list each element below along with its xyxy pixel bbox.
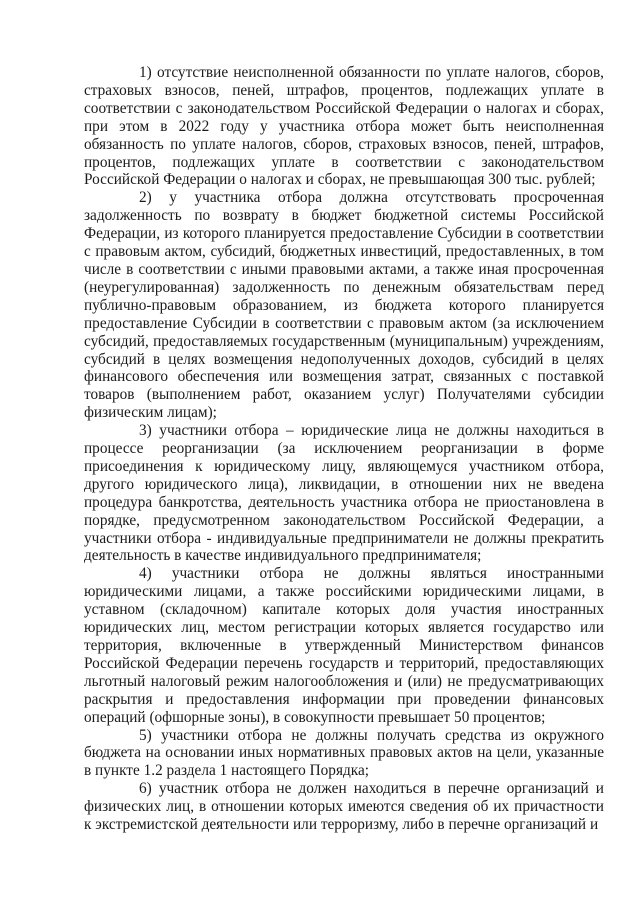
paragraph-item-5: 5) участники отбора не должны получать средства из окружного бюджета на основании иных нормативных правовых актов на цели, указанные в пункте 1.2 раздела 1 настоящего Порядка; — [84, 726, 604, 780]
paragraph-item-1: 1) отсутствие неисполненной обязанности по уплате налогов, сборов, страховых взносов, пеней, штрафов, процентов, подлежащих уплате в соответствии с законодательством Российской Федерации о налогах и сборах, при этом в 2022 году у участника отбора может быть неисполненная обязанность по уплате налогов, сборов, страховых взносов, пеней, штрафов, процентов, подлежащих уплате в соответствии с законодательством Российской Федерации о налогах и сборах, не превышающая 300 тыс. рублей; — [84, 64, 604, 189]
paragraph-item-4: 4) участники отбора не должны являться иностранными юридическими лицами, а также российскими юридическими лицами, в уставном (складочном) капитале которых доля участия иностранных юридических лиц, местом регистрации которых является государство или территория, включенные в утвержденный Министерством финансов Российской Федерации перечень государств и территорий, предоставляющих льготный налоговый режим налогообложения и (или) не предусматривающих раскрытия и предоставления информации при проведении финансовых операций (офшорные зоны), в совокупности превышает 50 процентов; — [84, 565, 604, 726]
document-body — [84, 64, 604, 834]
paragraph-item-6: 6) участник отбора не должен находиться в перечне организаций и физических лиц, в отношении которых имеются сведения об их причастности к экстремистской деятельности или терроризму, либо в перечне организаций и — [84, 780, 604, 834]
paragraph-item-2: 2) у участника отбора должна отсутствовать просроченная задолженность по возврату в бюджет бюджетной системы Российской Федерации, из которого планируется предоставление Субсидии в соответствии с правовым актом, субсидий, бюджетных инвестиций, предоставленных, в том числе в соответствии с иными правовыми актами, а также иная просроченная (неурегулированная) задолженность по денежным обязательствам перед публично-правовым образованием, из бюджета которого планируется предоставление Субсидии в соответствии с правовым актом (за исключением субсидий, предоставляемых государственным (муниципальным) учреждениям, субсидий в целях возмещения недополученных доходов, субсидий в целях финансового обеспечения или возмещения затрат, связанных с поставкой товаров (выполнением работ, оказанием услуг) Получателями субсидии физическим лицам); — [84, 189, 604, 422]
paragraph-item-3: 3) участники отбора – юридические лица не должны находиться в процессе реорганизации (за исключением реорганизации в форме присоединения к юридическому лицу, являющемуся участником отбора, другого юридического лица), ликвидации, в отношении них не введена процедура банкротства, деятельность участника отбора не приостановлена в порядке, предусмотренном законодательством Российской Федерации, а участники отбора - индивидуальные предприниматели не должны прекратить деятельность в качестве индивидуального предпринимателя; — [84, 422, 604, 565]
